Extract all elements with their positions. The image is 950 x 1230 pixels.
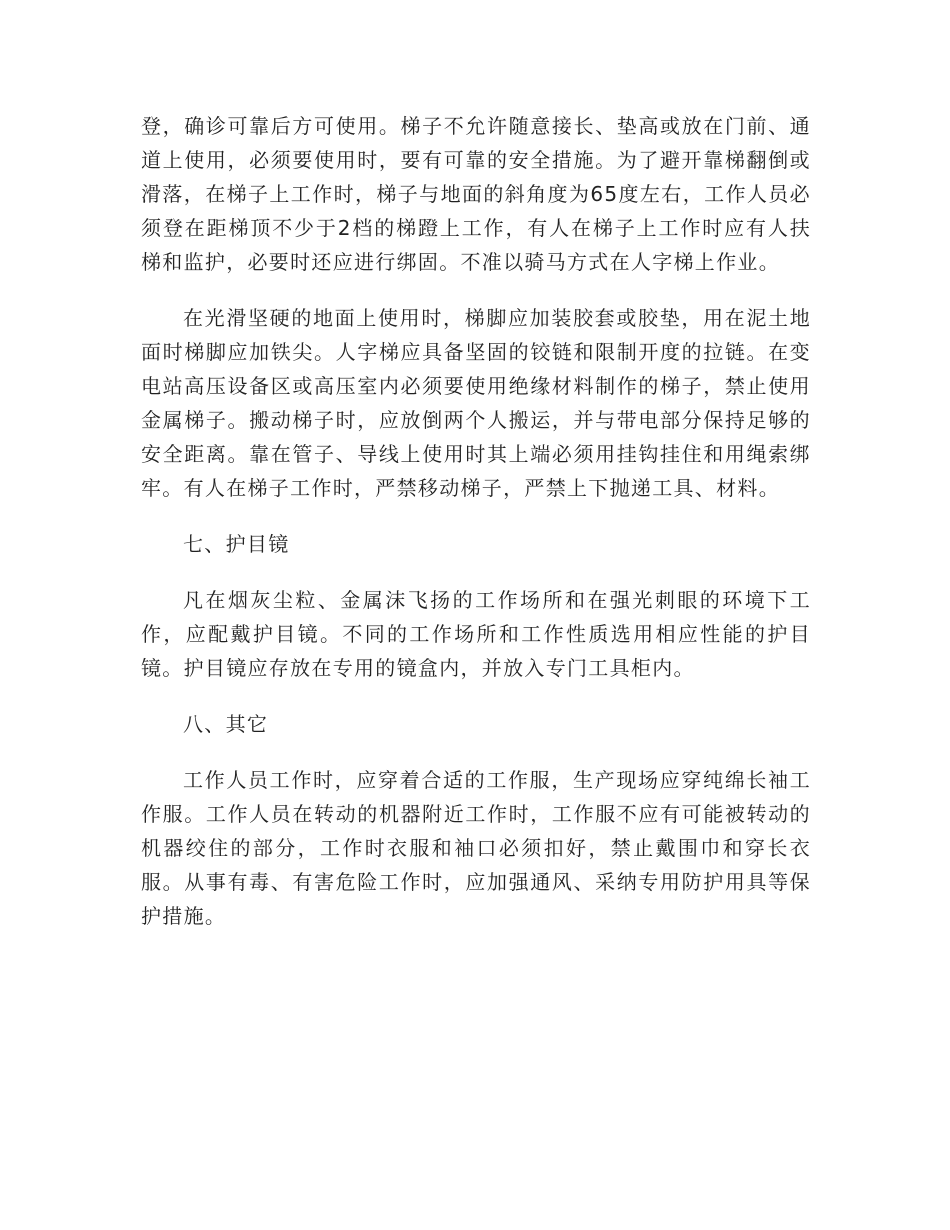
paragraph-ladder-usage: 登，确诊可靠后方可使用。梯子不允许随意接长、垫高或放在门前、通道上使用，必须要使用时，要有可靠的安全措施。为了避开靠梯翻倒或滑落，在梯子上工作时，梯子与地面的斜角度为65度左右，工作人员必须登在距梯顶不少于2档的梯蹬上工作，有人在梯子上工作时应有人扶梯和监护，必要时还应进行绑固。不准以骑马方式在人字梯上作业。 xyxy=(141,114,811,274)
paragraph-ladder-safety: 在光滑坚硬的地面上使用时，梯脚应加装胶套或胶垫，用在泥土地面时梯脚应加铁尖。人字梯应具备坚固的铰链和限制开度的拉链。在变电站高压设备区或高压室内必须要使用绝缘材料制作的梯子，禁止使用金属梯子。搬动梯子时，应放倒两个人搬运，并与带电部分保持足够的安全距离。靠在管子、导线上使用时其上端必须用挂钩挂住和用绳索绑牢。有人在梯子工作时，严禁移动梯子，严禁上下抛递工具、材料。 xyxy=(141,306,811,500)
paragraph-workwear: 工作人员工作时，应穿着合适的工作服，生产现场应穿纯绵长袖工作服。工作人员在转动的机器附近工作时，工作服不应有可能被转动的机器绞住的部分，工作时衣服和袖口必须扣好，禁止戴围巾和穿长衣服。从事有毒、有害危险工作时，应加强通风、采纳专用防护用具等保护措施。 xyxy=(141,768,811,928)
paragraph-goggles: 凡在烟灰尘粒、金属沫飞扬的工作场所和在强光刺眼的环境下工作，应配戴护目镜。不同的工作场所和工作性质选用相应性能的护目镜。护目镜应存放在专用的镜盒内，并放入专门工具柜内。 xyxy=(141,588,811,680)
section-heading-goggles: 七、护目镜 xyxy=(183,532,290,556)
section-heading-other: 八、其它 xyxy=(183,712,269,736)
document-body xyxy=(141,109,811,955)
